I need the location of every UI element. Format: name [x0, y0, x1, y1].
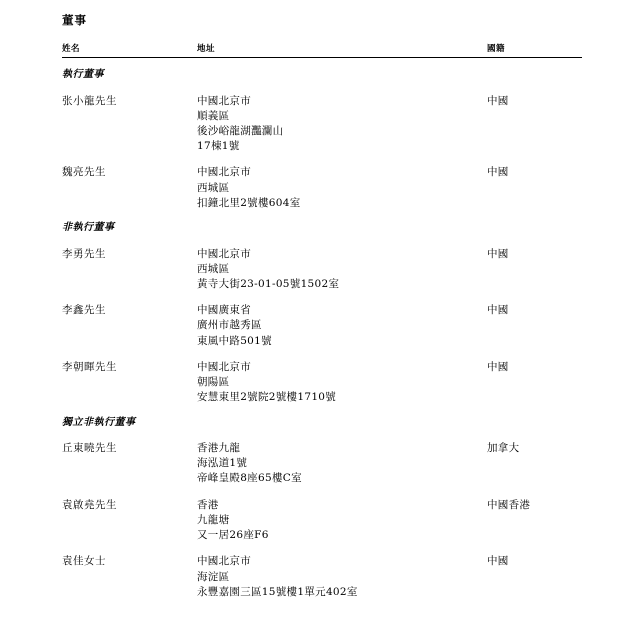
- directors-table: [62, 42, 582, 600]
- address-line: 中國北京市: [197, 555, 251, 568]
- director-nationality: 中國香港: [487, 498, 531, 511]
- address-line: 安慧東里2號院2號樓1710號: [197, 391, 337, 404]
- address-line: 朝陽區: [197, 376, 230, 389]
- group-heading-row: [62, 58, 582, 85]
- director-address: [197, 543, 487, 600]
- address-line: 東風中路501號: [197, 334, 272, 347]
- address-line: 中國廣東省: [197, 304, 251, 317]
- director-name: 李鑫先生: [62, 304, 106, 317]
- table-row: [62, 85, 582, 155]
- address-line: 順義區: [197, 109, 230, 122]
- director-address: [197, 432, 487, 487]
- director-nationality: 中國: [487, 304, 509, 317]
- address-line: 又一居26座F6: [197, 529, 269, 542]
- column-header-address: 地址: [197, 42, 487, 58]
- group-heading-cell: [62, 211, 582, 238]
- table-row: [62, 349, 582, 406]
- address-line: 中國北京市: [197, 247, 251, 260]
- director-address: [197, 292, 487, 349]
- address-line: 帝峰皇殿8座65樓C室: [197, 472, 302, 485]
- table-header-row: [62, 42, 582, 58]
- table-row: [62, 154, 582, 211]
- address-line: 西城區: [197, 262, 230, 275]
- director-name: 袁佳女士: [62, 555, 106, 568]
- address-line: 廣州市越秀區: [197, 319, 262, 332]
- director-name: 魏亮先生: [62, 166, 106, 179]
- table-row: [62, 543, 582, 600]
- table-row: [62, 487, 582, 544]
- director-name: 李勇先生: [62, 247, 106, 260]
- director-nationality: 中國: [487, 166, 509, 179]
- address-line: 後沙峪龍湖灩瀾山: [197, 124, 284, 137]
- table-row: [62, 292, 582, 349]
- address-line: 17棟1號: [197, 140, 240, 153]
- address-line: 海淀區: [197, 570, 230, 583]
- group-heading-cell: [62, 58, 582, 85]
- director-name: 袁啟堯先生: [62, 498, 117, 511]
- address-line: 中國北京市: [197, 166, 251, 179]
- address-line: 中國北京市: [197, 94, 251, 107]
- page-title: 董事: [62, 13, 87, 27]
- director-address: [197, 487, 487, 544]
- director-address: [197, 85, 487, 155]
- group-label: 獨立非執行董事: [62, 416, 136, 428]
- address-line: 永豐嘉園三區15號樓1單元402室: [197, 585, 358, 598]
- table-header: [62, 42, 582, 58]
- director-name: 张小龍先生: [62, 94, 117, 107]
- director-name: 李朝暉先生: [62, 360, 117, 373]
- column-header-name: 姓名: [62, 42, 197, 58]
- group-label: 非執行董事: [62, 222, 115, 234]
- group-heading-cell: [62, 406, 582, 433]
- director-nationality: 中國: [487, 360, 509, 373]
- table-row: [62, 238, 582, 293]
- director-nationality: 加拿大: [487, 442, 520, 454]
- director-address: [197, 154, 487, 211]
- director-address: [197, 349, 487, 406]
- address-line: 扣鐘北里2號樓604室: [197, 196, 301, 209]
- director-nationality: 中國: [487, 555, 509, 568]
- address-line: 中國北京市: [197, 360, 251, 373]
- director-nationality: 中國: [487, 94, 509, 107]
- address-line: 西城區: [197, 181, 230, 194]
- table-row: [62, 432, 582, 487]
- group-label: 執行董事: [62, 69, 104, 80]
- group-heading-row: [62, 211, 582, 238]
- address-line: 海泓道1號: [197, 457, 248, 470]
- address-line: 黃寺大街23-01-05號1502室: [197, 277, 340, 290]
- table-body: [62, 58, 582, 600]
- group-heading-row: [62, 406, 582, 433]
- director-name: 丘東曉先生: [62, 442, 117, 454]
- column-header-nationality: 國籍: [487, 42, 582, 58]
- address-line: 九龍塘: [197, 513, 230, 526]
- address-line: 香港: [197, 498, 219, 511]
- address-line: 香港九龍: [197, 442, 241, 454]
- director-address: [197, 238, 487, 293]
- director-nationality: 中國: [487, 247, 509, 260]
